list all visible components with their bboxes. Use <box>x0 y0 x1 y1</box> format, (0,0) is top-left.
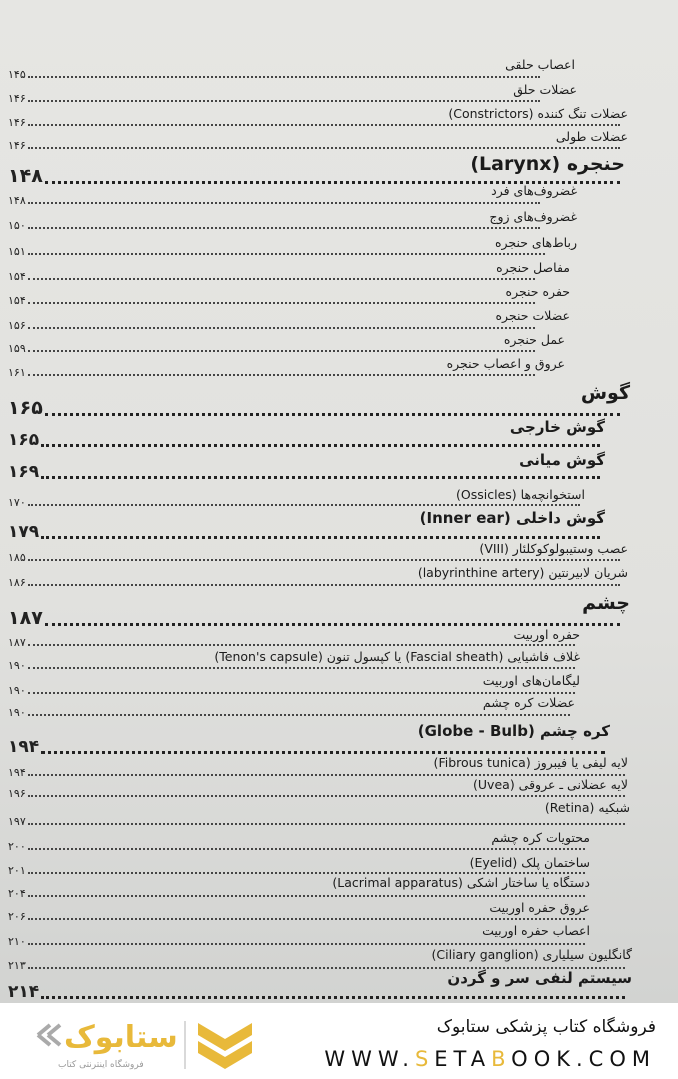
toc-entry-title: سیستم لنفی سر و گردن <box>447 969 632 987</box>
toc-entry-page-row <box>8 551 620 564</box>
toc-entry-page-row <box>8 607 620 629</box>
toc-entry-page-row <box>8 270 535 283</box>
toc-page-number: ۱۸۷ <box>8 636 26 649</box>
toc-entry-title: ساختمان پلک (Eyelid) <box>469 855 590 870</box>
toc-entry-page-row <box>8 737 605 757</box>
dot-leader <box>28 942 585 945</box>
dot-leader <box>28 301 535 304</box>
toc-entry-page-row <box>8 430 600 450</box>
toc-entry-title: عضلات طولی <box>555 129 628 144</box>
toc-entry-title: حفره حنجره <box>505 284 570 299</box>
toc-entry-page-row <box>8 397 620 419</box>
toc-page-number: ۱۴۶ <box>8 139 26 152</box>
toc-entry-title: استخوانچه‌ها (Ossicles) <box>456 487 585 502</box>
dot-leader <box>28 558 620 561</box>
toc-entry-title: حفره اوربیت <box>513 627 580 642</box>
toc-page-number: ۲۱۰ <box>8 935 26 948</box>
toc-entry-page-row <box>8 294 535 307</box>
toc-entry-title: عروق و اعصاب حنجره <box>446 356 565 371</box>
store-url[interactable] <box>324 1047 656 1071</box>
toc-page-number: ۱۹۴ <box>8 737 40 757</box>
dot-leader <box>28 773 625 776</box>
toc-page-number: ۲۱۳ <box>8 959 26 972</box>
toc-page-number: ۱۶۵ <box>8 397 43 419</box>
toc-entry-title: گوش خارجی <box>509 418 605 436</box>
dot-leader <box>28 794 625 797</box>
toc-entry-page-row <box>8 659 575 672</box>
toc-entry-page-row <box>8 982 625 1002</box>
toc-entry-page-row <box>8 522 600 542</box>
dot-leader <box>28 99 540 102</box>
toc-entry-page-row <box>8 194 540 207</box>
toc-entry-title: غلاف فاشیایی (Fascial sheath) یا کپسول تنون (Tenon's capsule) <box>214 649 580 664</box>
toc-entry-title: مفاصل حنجره <box>496 260 570 275</box>
dot-leader <box>41 443 600 447</box>
dot-leader <box>28 349 535 352</box>
dot-leader <box>28 75 540 78</box>
dot-leader <box>28 146 620 149</box>
toc-entry-page-row <box>8 887 585 900</box>
toc-entry-page-row <box>8 366 535 379</box>
dot-leader <box>28 326 535 329</box>
toc-page-number: ۱۹۷ <box>8 815 26 828</box>
toc-entry-title: عمل حنجره <box>503 332 565 347</box>
dot-leader <box>28 871 585 874</box>
logo-wordmark: ستابوک <box>64 1020 178 1055</box>
toc-entry-title: عضلات کره چشم <box>482 695 575 710</box>
dot-leader <box>28 277 535 280</box>
dot-leader <box>28 201 540 204</box>
toc-entry-page-row <box>8 496 580 509</box>
toc-page-number: ۱۴۸ <box>8 194 26 207</box>
toc-entry-title: دستگاه یا ساختار اشکی (Lacrimal apparatus) <box>332 875 590 890</box>
toc-page-number: ۱۴۵ <box>8 68 26 81</box>
toc-entry-title: گوش میانی <box>519 451 605 469</box>
toc-entry-title: کره چشم (Globe - Bulb) <box>417 722 610 740</box>
dot-leader <box>41 750 605 754</box>
toc-page-number: ۱۴۶ <box>8 92 26 105</box>
toc-page-number: ۱۹۴ <box>8 766 26 779</box>
toc-entry-title: لایه لیفی یا فیبروز (Fibrous tunica) <box>433 755 628 770</box>
toc-page-number: ۲۱۴ <box>8 982 40 1002</box>
toc-page-number: ۲۰۶ <box>8 910 26 923</box>
dot-leader <box>28 123 620 126</box>
toc-entry-page-row <box>8 636 575 649</box>
toc-page-number: ۱۹۰ <box>8 706 26 719</box>
dot-leader <box>28 252 545 255</box>
toc-entry-title: لایه عضلانی ـ عروقی (Uvea) <box>473 777 628 792</box>
logo-tagline: فروشگاه اینترنتی کتاب <box>58 1060 144 1070</box>
toc-entry-title: گانگلیون سیلیاری (Ciliary ganglion) <box>431 947 632 962</box>
toc-entry-page-row <box>8 815 625 828</box>
dot-leader <box>28 847 585 850</box>
toc-page-number: ۱۸۷ <box>8 607 43 629</box>
toc-entry-title: شریان لابیرنتین (labyrinthine artery) <box>417 565 628 580</box>
toc-page-number: ۱۵۴ <box>8 294 26 307</box>
toc-entry-title: عضلات تنگ کننده (Constrictors) <box>448 106 628 121</box>
dot-leader <box>41 995 625 999</box>
toc-entry-page-row <box>8 219 540 232</box>
dot-leader <box>28 917 585 920</box>
dot-leader <box>28 713 570 716</box>
toc-entry-title: چشم <box>582 592 630 614</box>
url-end: OOK.COM <box>511 1047 656 1071</box>
toc-entry-title: عضلات حنجره <box>495 308 570 323</box>
dot-leader <box>28 691 575 694</box>
toc-page-number: ۱۵۰ <box>8 219 26 232</box>
toc-entry-page-row <box>8 92 540 105</box>
setabook-logo <box>30 1013 260 1073</box>
toc-entry-page-row <box>8 787 625 800</box>
dot-leader <box>28 373 535 376</box>
toc-page-number: ۲۰۰ <box>8 840 26 853</box>
toc-entry-title: اعصاب حفره اوربیت <box>482 923 590 938</box>
dot-leader <box>28 822 625 825</box>
dot-leader <box>41 475 600 479</box>
toc-entry-title: عصب وستیبولوکوکلئار (VIII) <box>479 541 628 556</box>
toc-entry-page-row <box>8 910 585 923</box>
dot-leader <box>28 503 580 506</box>
dot-leader <box>28 226 540 229</box>
toc-page-number: ۱۵۹ <box>8 342 26 355</box>
toc-entry-title: رباط‌های حنجره <box>494 235 577 250</box>
toc-page-number: ۱۵۱ <box>8 245 26 258</box>
toc-page-number: ۱۶۵ <box>8 430 40 450</box>
dot-leader <box>28 643 575 646</box>
toc-entry-title: غضروف‌های زوج <box>489 209 577 224</box>
url-s: S <box>414 1047 435 1071</box>
toc-entry-title: گوش داخلی (Inner ear) <box>419 509 605 527</box>
dot-leader <box>45 412 620 416</box>
toc-entry-page-row <box>8 462 600 482</box>
toc-entry-page-row <box>8 245 545 258</box>
toc-page-number: ۱۴۶ <box>8 116 26 129</box>
toc-entry-title: محتویات کره چشم <box>491 830 590 845</box>
toc-page-number: ۲۰۱ <box>8 864 26 877</box>
toc-page-number: ۱۷۹ <box>8 522 40 542</box>
toc-entry-page-row <box>8 576 620 589</box>
toc-entry-title: غضروف‌های فرد <box>491 183 577 198</box>
toc-page-number: ۱۹۶ <box>8 787 26 800</box>
toc-entry-title: گوش <box>580 382 630 404</box>
dot-leader <box>28 894 585 897</box>
toc-page-number: ۱۸۶ <box>8 576 26 589</box>
dot-leader <box>28 583 620 586</box>
store-name: فروشگاه کتاب پزشکی ستابوک <box>436 1017 656 1037</box>
toc-page-number: ۱۹۰ <box>8 659 26 672</box>
toc-entry-page-row <box>8 68 540 81</box>
toc-entry-title: اعصاب حلقی <box>505 57 575 72</box>
url-prefix: WWW. <box>324 1047 415 1071</box>
url-b: B <box>491 1047 512 1071</box>
dot-leader <box>41 535 600 539</box>
toc-entry-page-row <box>8 319 535 332</box>
toc-page-number: ۱۹۰ <box>8 684 26 697</box>
toc-entry-title: لیگامان‌های اوربیت <box>482 673 580 688</box>
toc-page-number: ۱۶۱ <box>8 366 26 379</box>
dot-leader <box>28 666 575 669</box>
store-banner <box>0 1003 678 1079</box>
toc-page-number: ۱۸۵ <box>8 551 26 564</box>
toc-page-number: ۱۵۴ <box>8 270 26 283</box>
toc-entry-page-row <box>8 116 620 129</box>
toc-page-number: ۱۵۶ <box>8 319 26 332</box>
toc-page-number: ۱۷۰ <box>8 496 26 509</box>
toc-entry-title: حنجره (Larynx) <box>470 153 625 175</box>
toc-page-number: ۱۴۸ <box>8 165 43 187</box>
url-mid: ETA <box>434 1047 492 1071</box>
toc-entry-page-row <box>8 706 570 719</box>
toc-entry-page-row <box>8 342 535 355</box>
toc-entry-title: شبکیه (Retina) <box>544 800 630 815</box>
dot-leader <box>45 622 620 626</box>
toc-page-number: ۱۶۹ <box>8 462 40 482</box>
toc-entry-title: عروق حفره اوربیت <box>489 900 590 915</box>
toc-entry-page-row <box>8 840 585 853</box>
toc-entry-page-row <box>8 139 620 152</box>
toc-page-number: ۲۰۴ <box>8 887 26 900</box>
toc-entry-title: عضلات حلق <box>513 82 577 97</box>
